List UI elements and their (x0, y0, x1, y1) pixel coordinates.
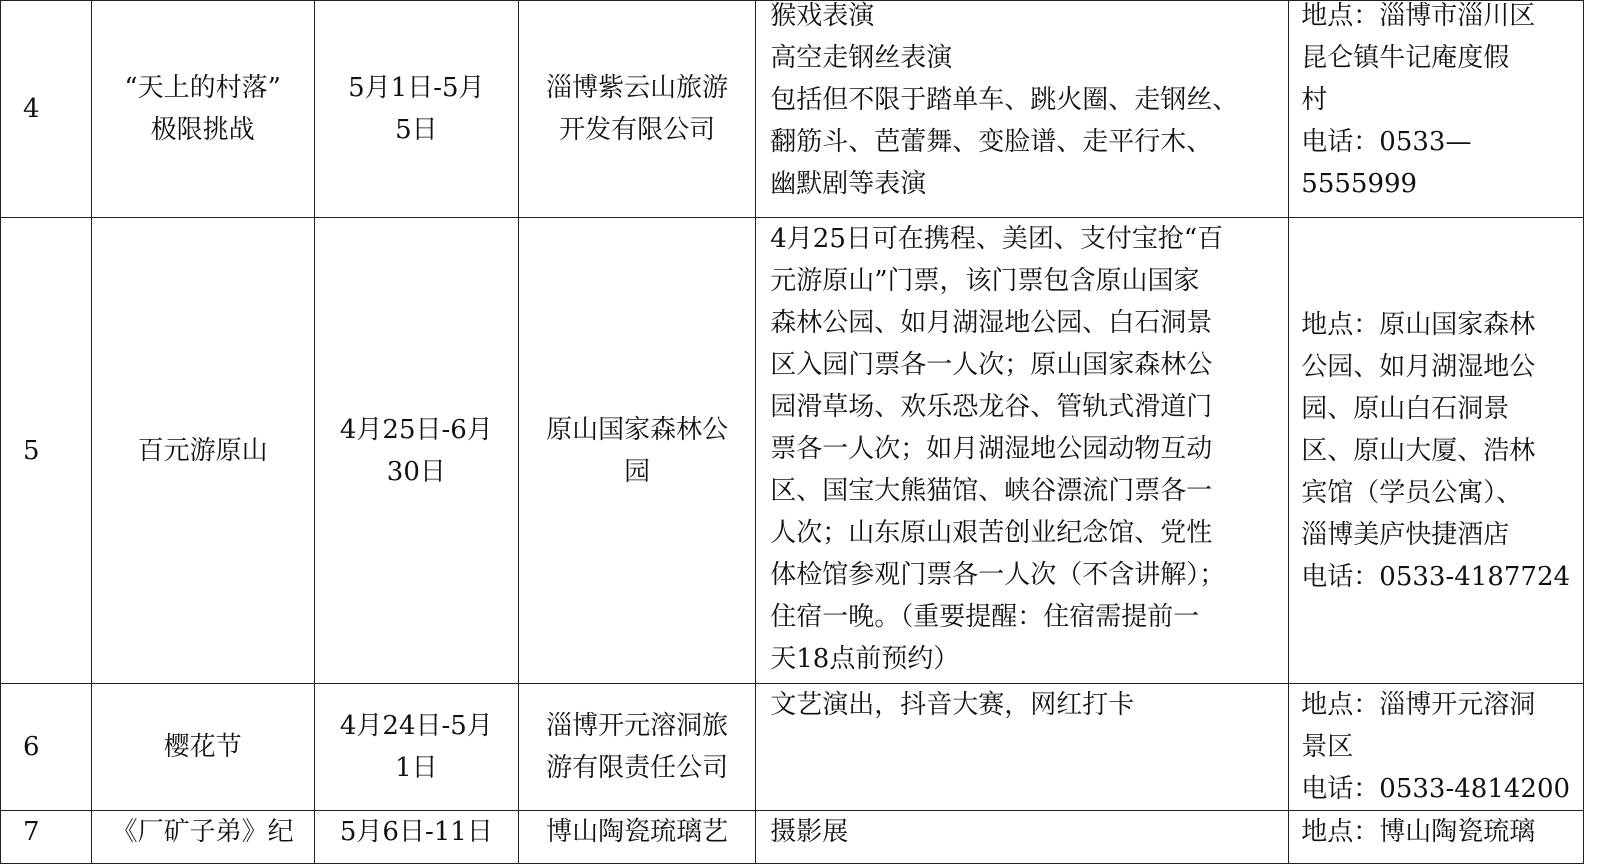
organizer-cell: 博山陶瓷琉璃艺 (518, 811, 755, 864)
organizer-cell: 淄博开元溶洞旅 游有限责任公司 (518, 684, 755, 811)
event-date-cell: 5月6日-11日 (314, 811, 518, 864)
event-content-cell: 文艺演出，抖音大赛，网红打卡 (756, 684, 1289, 811)
contact-cell: 地点：原山国家森林 公园、如月湖湿地公 园、原山白石洞景 区、原山大厦、浩林 宾馆（学员公寓）、 淄博美庐快捷酒店 电话：0533-4187724 (1289, 218, 1584, 684)
event-content-cell: 摄影展 (756, 811, 1289, 864)
table-row (1, 684, 1584, 811)
row-number: 6 (1, 684, 92, 811)
event-date-cell: 4月24日-5月 1日 (314, 684, 518, 811)
event-date-cell: 4月25日-6月 30日 (314, 218, 518, 684)
event-content-cell: 猴戏表演 高空走钢丝表演 包括但不限于踏单车、跳火圈、走钢丝、 翻筋斗、芭蕾舞、变脸谱、走平行木、 幽默剧等表演 (756, 1, 1289, 218)
contact-cell: 地点：博山陶瓷琉璃 (1289, 811, 1584, 864)
event-name-cell: 樱花节 (91, 684, 314, 811)
contact-cell: 地点：淄博市淄川区 昆仑镇牛记庵度假 村 电话：0533— 5555999 (1289, 1, 1584, 218)
table-row (1, 811, 1584, 864)
table-row (1, 218, 1584, 684)
event-name-cell: “天上的村落” 极限挑战 (91, 1, 314, 218)
row-number: 4 (1, 1, 92, 218)
event-date-cell: 5月1日-5月 5日 (314, 1, 518, 218)
organizer-cell: 淄博紫云山旅游 开发有限公司 (518, 1, 755, 218)
event-name-cell: 《厂矿子弟》纪 (91, 811, 314, 864)
event-content-cell: 4月25日可在携程、美团、支付宝抢“百 元游原山”门票，该门票包含原山国家 森林公园、如月湖湿地公园、白石洞景 区入园门票各一人次；原山国家森林公 园滑草场、欢乐恐龙谷、管轨式滑道门 票各一人次；如月湖湿地公园动物互动 区、国宝大熊猫馆、峡谷漂流门票各一 人次；山东原山艰苦创业纪念馆、党性 体检馆参观门票各一人次（不含讲解）； 住宿一晚。（重要提醒：住宿需提前一 天18点前预约） (756, 218, 1289, 684)
contact-cell: 地点：淄博开元溶洞 景区 电话：0533-4814200 (1289, 684, 1584, 811)
row-number: 7 (1, 811, 92, 864)
event-name-cell: 百元游原山 (91, 218, 314, 684)
organizer-cell: 原山国家森林公 园 (518, 218, 755, 684)
table-row (1, 1, 1584, 218)
row-number: 5 (1, 218, 92, 684)
